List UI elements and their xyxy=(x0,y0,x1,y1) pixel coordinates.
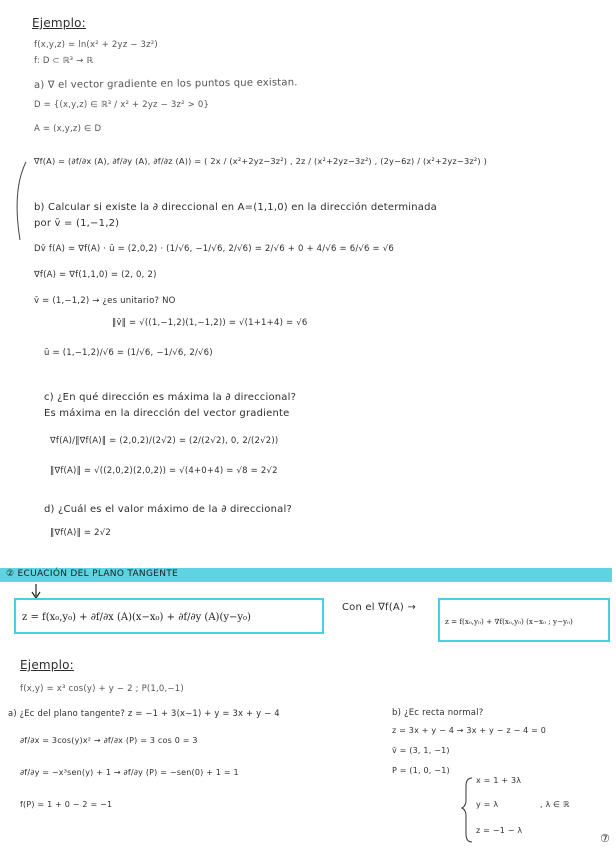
domain-definition: f: D ⊂ ℝ³ → ℝ xyxy=(34,56,94,66)
plane-implicit: z = 3x + y − 4 → 3x + y − z − 4 = 0 xyxy=(392,726,547,735)
example-2-title: Ejemplo: xyxy=(20,658,74,672)
function-definition: f(x,y,z) = ln(x² + 2yz − 3z²) xyxy=(34,40,158,50)
tangent-plane-formula: z = f(x₀,y₀) + ∂f/∂x (A)(x−x₀) + ∂f/∂y (A)(y−y₀) xyxy=(22,612,251,623)
gradient-version-label: Con el ∇f(A) → xyxy=(342,602,416,613)
part-d-statement: d) ¿Cuál es el valor máximo de la ∂ direccional? xyxy=(44,504,292,515)
vector-norm: ‖v̄‖ = √((1,−1,2)(1,−1,2)) = √(1+1+4) = √6 xyxy=(112,318,308,328)
part-c-statement-1: c) ¿En qué dirección es máxima la ∂ direccional? xyxy=(44,392,297,403)
normal-vector: v̄ = (3, 1, −1) xyxy=(392,746,450,755)
param-y: y = λ xyxy=(476,800,499,809)
tangent-plane-question: a) ¿Ec del plano tangente? z = −1 + 3(x−1) + y = 3x + y − 4 xyxy=(8,708,280,718)
f-at-P: f(P) = 1 + 0 − 2 = −1 xyxy=(20,800,113,809)
param-domain: , λ ∈ ℝ xyxy=(540,800,570,809)
part-b-statement-2: por v̄ = (1,−1,2) xyxy=(34,218,120,229)
param-z: z = −1 − λ xyxy=(476,826,523,835)
unit-vector-question: v̄ = (1,−1,2) → ¿es unitario? NO xyxy=(34,296,176,306)
gradient-at-A: ∇f(A) = ∇f(1,1,0) = (2, 0, 2) xyxy=(34,270,157,280)
param-x: x = 1 + 3λ xyxy=(476,776,522,785)
gradient-formula: ∇f(A) = (∂f/∂x (A), ∂f/∂y (A), ∂f/∂z (A)) = ( 2x / (x²+2yz−3z²) , 2z / (x²+2yz−3z²) , (2y−6z) / (x²+2yz−3z²) ) xyxy=(34,156,487,166)
part-c-statement-2: Es máxima en la dirección del vector gradiente xyxy=(44,408,290,419)
gradient-plane-formula: z = f(x₀,y₀) + ∇f(x₀,y₀) (x−x₀ ; y−y₀) xyxy=(445,617,573,626)
part-a-statement: a) ∇ el vector gradiente en los puntos que existan. xyxy=(33,77,298,91)
partial-y: ∂f/∂y = −x³sen(y) + 1 → ∂f/∂y (P) = −sen(0) + 1 = 1 xyxy=(20,768,239,777)
example-1-title: Ejemplo: xyxy=(32,16,86,30)
point-A-definition: A = (x,y,z) ∈ D xyxy=(34,124,102,134)
directional-derivative: Dv̄ f(A) = ∇f(A) · ū = (2,0,2) · (1/√6, −1/√6, 2/√6) = 2/√6 + 0 + 4/√6 = 6/√6 = √6 xyxy=(34,244,394,254)
gradient-formula-box xyxy=(438,598,610,642)
normalized-gradient: ∇f(A)/‖∇f(A)‖ = (2,0,2)/(2√2) = (2/(2√2), 0, 2/(2√2)) xyxy=(50,436,279,446)
point-P: P = (1, 0, −1) xyxy=(392,766,450,775)
gradient-norm: ‖∇f(A)‖ = √((2,0,2)(2,0,2)) = √(4+0+4) = √8 = 2√2 xyxy=(50,466,278,476)
partial-x: ∂f/∂x = 3cos(y)x² → ∂f/∂x (P) = 3 cos 0 = 3 xyxy=(20,736,198,745)
section-heading: ② ECUACIÓN DEL PLANO TANGENTE xyxy=(6,569,179,579)
page-number: ⑦ xyxy=(600,832,611,845)
part-b-statement-1: b) Calcular si existe la ∂ direccional en A=(1,1,0) en la dirección determinada xyxy=(34,202,437,213)
max-value: ‖∇f(A)‖ = 2√2 xyxy=(50,528,111,538)
tangent-plane-formula-box xyxy=(14,598,324,634)
example-2-function: f(x,y) = x³ cos(y) + y − 2 ; P(1,0,−1) xyxy=(20,684,184,694)
normal-line-question: b) ¿Ec recta normal? xyxy=(392,708,484,718)
domain-set: D = {(x,y,z) ∈ ℝ³ / x² + 2yz − 3z² > 0} xyxy=(34,100,210,110)
unit-vector: ū = (1,−1,2)/√6 = (1/√6, −1/√6, 2/√6) xyxy=(44,348,213,358)
